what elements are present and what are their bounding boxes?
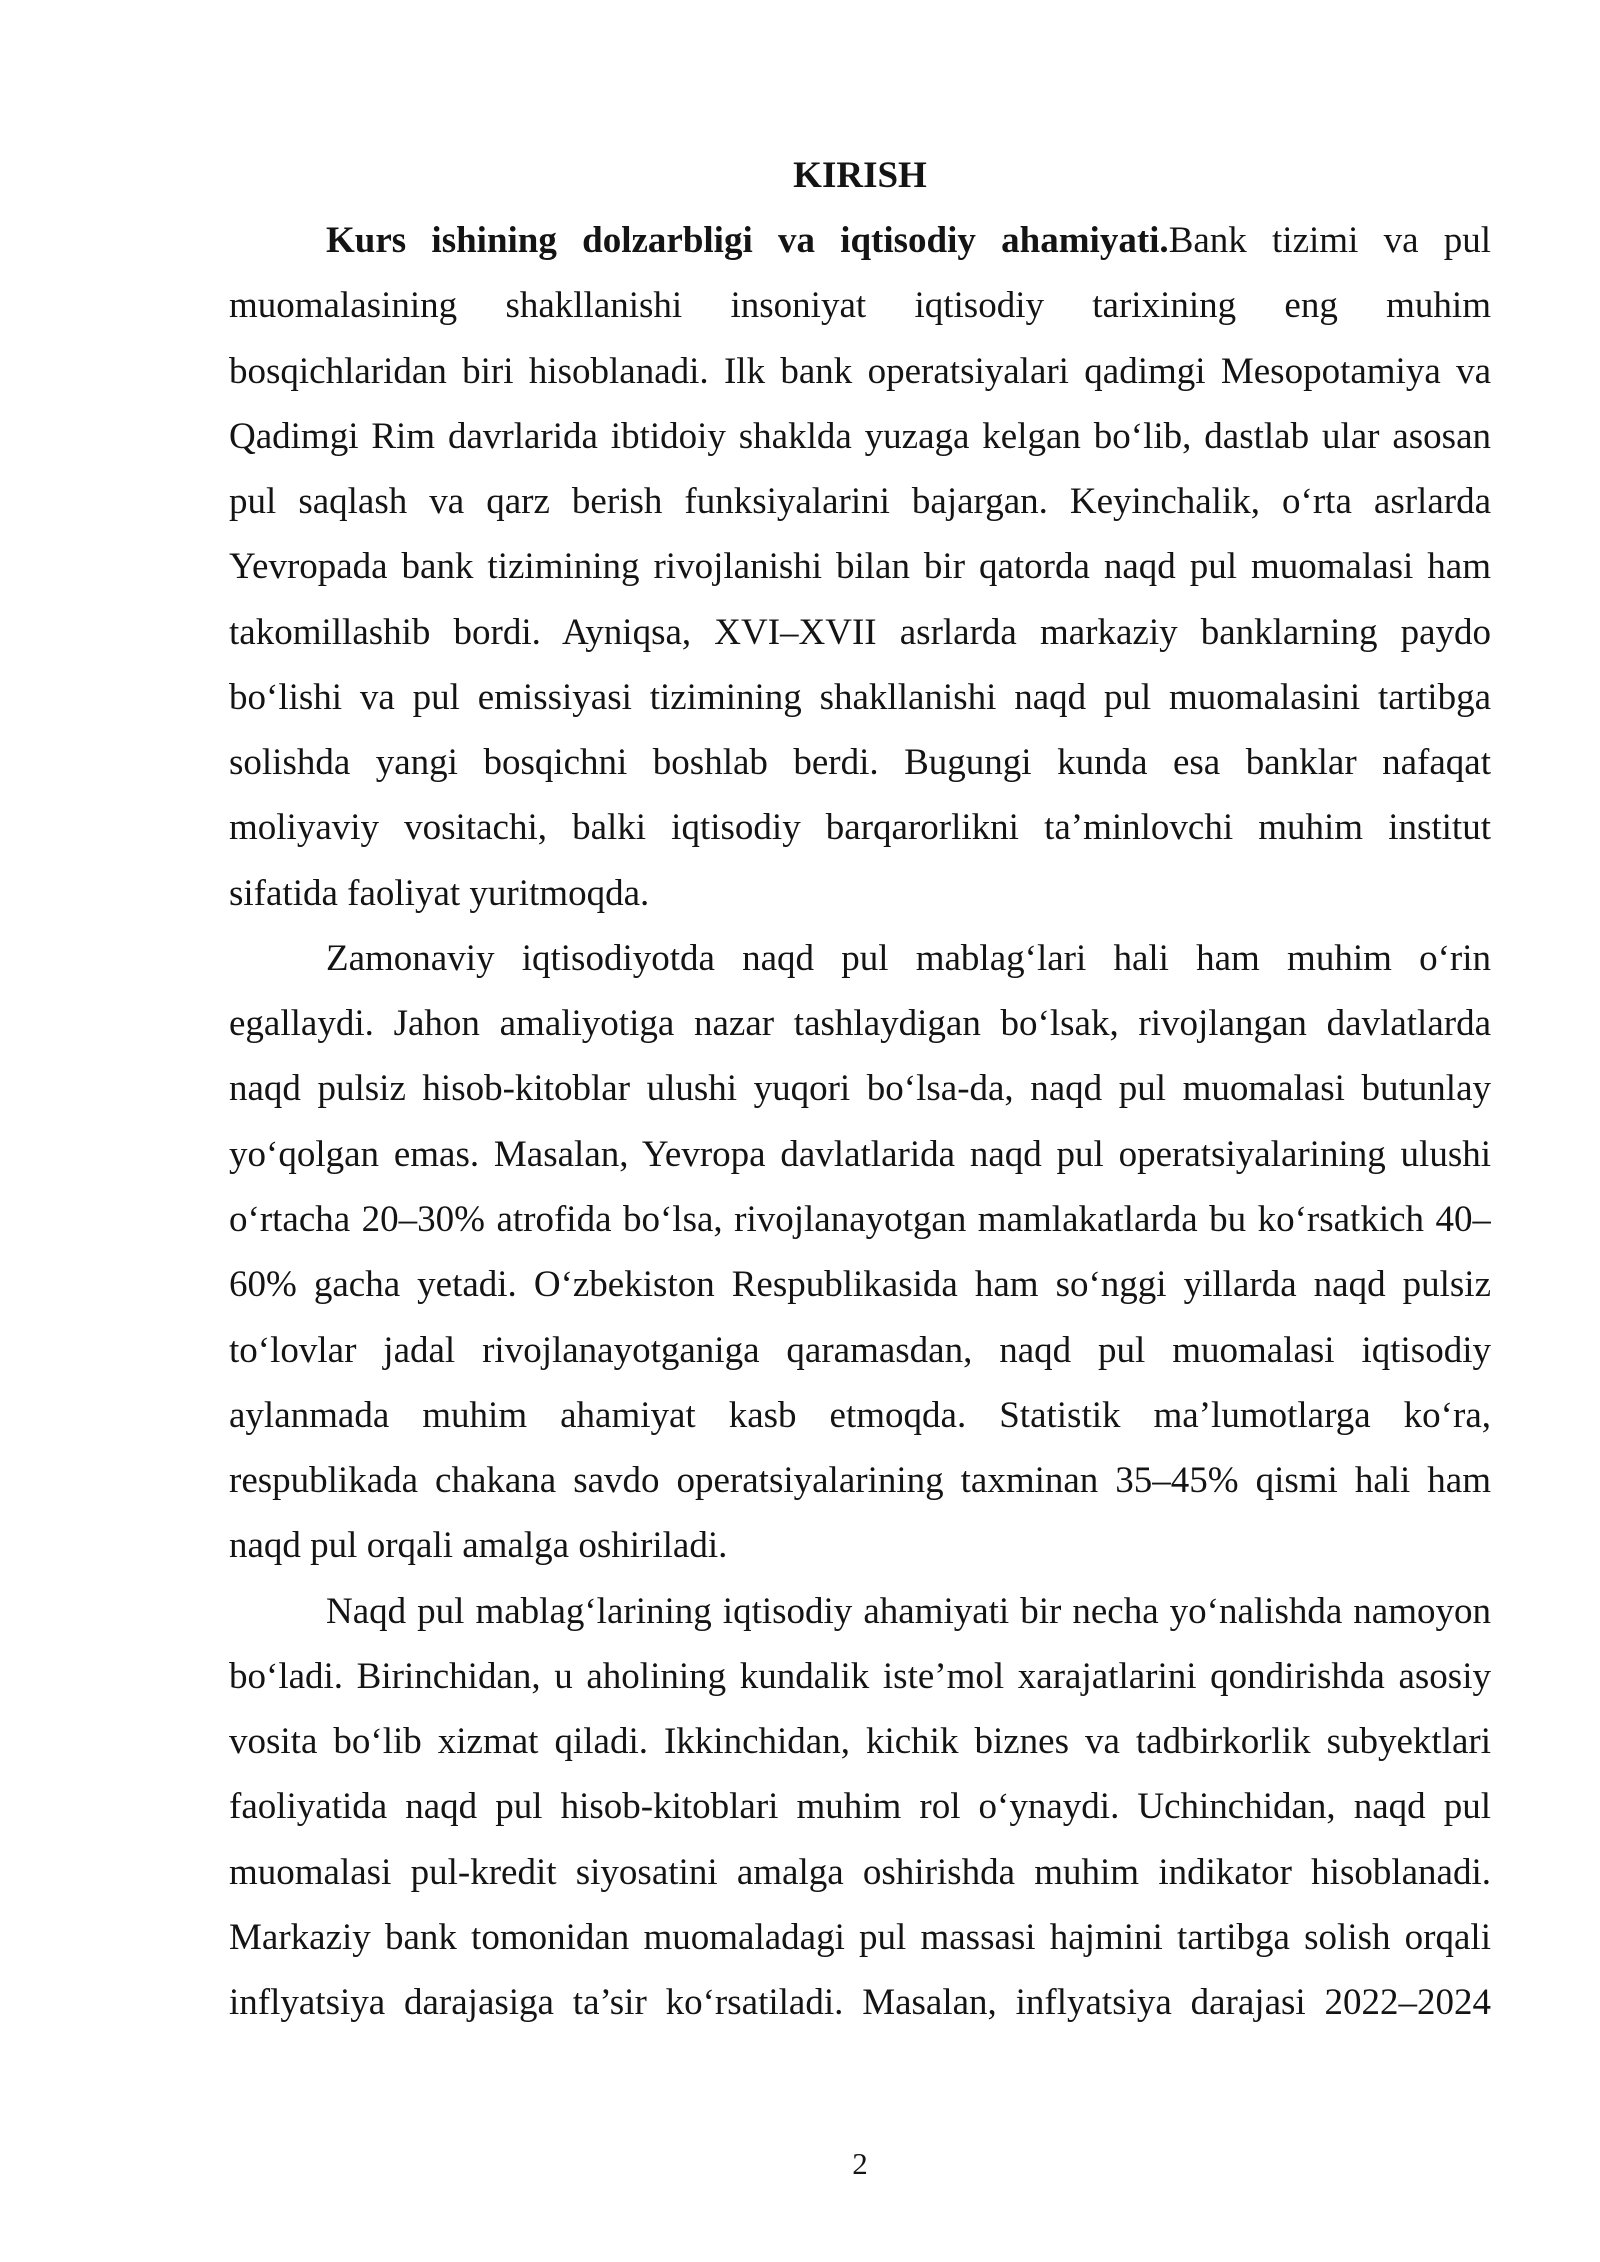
text-line: naqd pul orqali amalga oshiriladi. (229, 1525, 728, 1567)
text-line: inflyatsiya darajasiga ta’sir ko‘rsatiladi. Masalan, inflyatsiya darajasi 2022–2024 (229, 1982, 1491, 2024)
text-line: egallaydi. Jahon amaliyotiga nazar tashlaydigan bo‘lsak, rivojlangan davlatlarda (229, 1003, 1491, 1045)
text-line: takomillashib bordi. Ayniqsa, XVI–XVII asrlarda markaziy banklarning paydo (229, 611, 1491, 653)
text-line: Naqd pul mablag‘larining iqtisodiy ahamiyati bir necha yo‘nalishda namoyon (326, 1590, 1491, 1632)
text-line: bo‘ladi. Birinchidan, u aholining kundalik iste’mol xarajatlarini qondirishda asosiy (229, 1655, 1491, 1697)
text-line: solishda yangi bosqichni boshlab berdi. Bugungi kunda esa banklar nafaqat (229, 742, 1491, 784)
text-line: Markaziy bank tomonidan muomaladagi pul massasi hajmini tartibga solish orqali (229, 1916, 1491, 1958)
body-paragraph (229, 926, 1491, 1579)
text-line: o‘rtacha 20–30% atrofida bo‘lsa, rivojlanayotgan mamlakatlarda bu ko‘rsatkich 40– (229, 1198, 1491, 1240)
text-line: naqd pulsiz hisob-kitoblar ulushi yuqori bo‘lsa-da, naqd pul muomalasi butunlay (229, 1068, 1491, 1110)
text-line: muomalasi pul-kredit siyosatini amalga oshirishda muhim indikator hisoblanadi. (229, 1851, 1491, 1893)
text-line: Qadimgi Rim davrlarida ibtidoiy shaklda yuzaga kelgan bo‘lib, dastlab ular asosan (229, 415, 1491, 457)
text-line: sifatida faoliyat yuritmoqda. (229, 872, 650, 914)
text-line: Zamonaviy iqtisodiyotda naqd pul mablag‘lari hali ham muhim o‘rin (326, 937, 1491, 979)
text-line: respublikada chakana savdo operatsiyalarining taxminan 35–45% qismi hali ham (229, 1460, 1491, 1502)
text-line: faoliyatida naqd pul hisob-kitoblari muhim rol o‘ynaydi. Uchinchidan, naqd pul (229, 1786, 1491, 1828)
text-line: Yevropada bank tizimining rivojlanishi bilan bir qatorda naqd pul muomalasi ham (229, 546, 1491, 588)
text-line (229, 208, 1491, 273)
text-line: muomalasining shakllanishi insoniyat iqtisodiy tarixining eng muhim (229, 285, 1491, 327)
text-line: vosita bo‘lib xizmat qiladi. Ikkinchidan, kichik biznes va tadbirkorlik subyektlari (229, 1721, 1491, 1763)
text-line: yo‘qolgan emas. Masalan, Yevropa davlatlarida naqd pul operatsiyalarining ulushi (229, 1133, 1491, 1175)
page-number: 2 (852, 2146, 868, 2181)
section-title: KIRISH (793, 155, 927, 196)
text-line: pul saqlash va qarz berish funksiyalarini bajargan. Keyinchalik, o‘rta asrlarda (229, 481, 1491, 523)
paragraph-lead: Kurs ishining dolzarbligi va iqtisodiy ahamiyati. (326, 220, 1169, 261)
text-line: bo‘lishi va pul emissiyasi tizimining shakllanishi naqd pul muomalasini tartibga (229, 676, 1491, 718)
body-paragraph (229, 208, 1491, 926)
body-paragraph (229, 1579, 1491, 2036)
text-line: 60% gacha yetadi. O‘zbekiston Respublikasida ham so‘nggi yillarda naqd pulsiz (229, 1264, 1491, 1306)
text-line-fragment: Bank tizimi va pul (1168, 220, 1491, 261)
text-line: aylanmada muhim ahamiyat kasb etmoqda. Statistik ma’lumotlarga ko‘ra, (229, 1394, 1491, 1436)
text-line: to‘lovlar jadal rivojlanayotganiga qaramasdan, naqd pul muomalasi iqtisodiy (229, 1329, 1491, 1371)
text-line: moliyaviy vositachi, balki iqtisodiy barqarorlikni ta’minlovchi muhim institut (229, 807, 1491, 849)
document-body (229, 208, 1491, 2035)
text-line: bosqichlaridan biri hisoblanadi. Ilk bank operatsiyalari qadimgi Mesopotamiya va (229, 350, 1491, 392)
